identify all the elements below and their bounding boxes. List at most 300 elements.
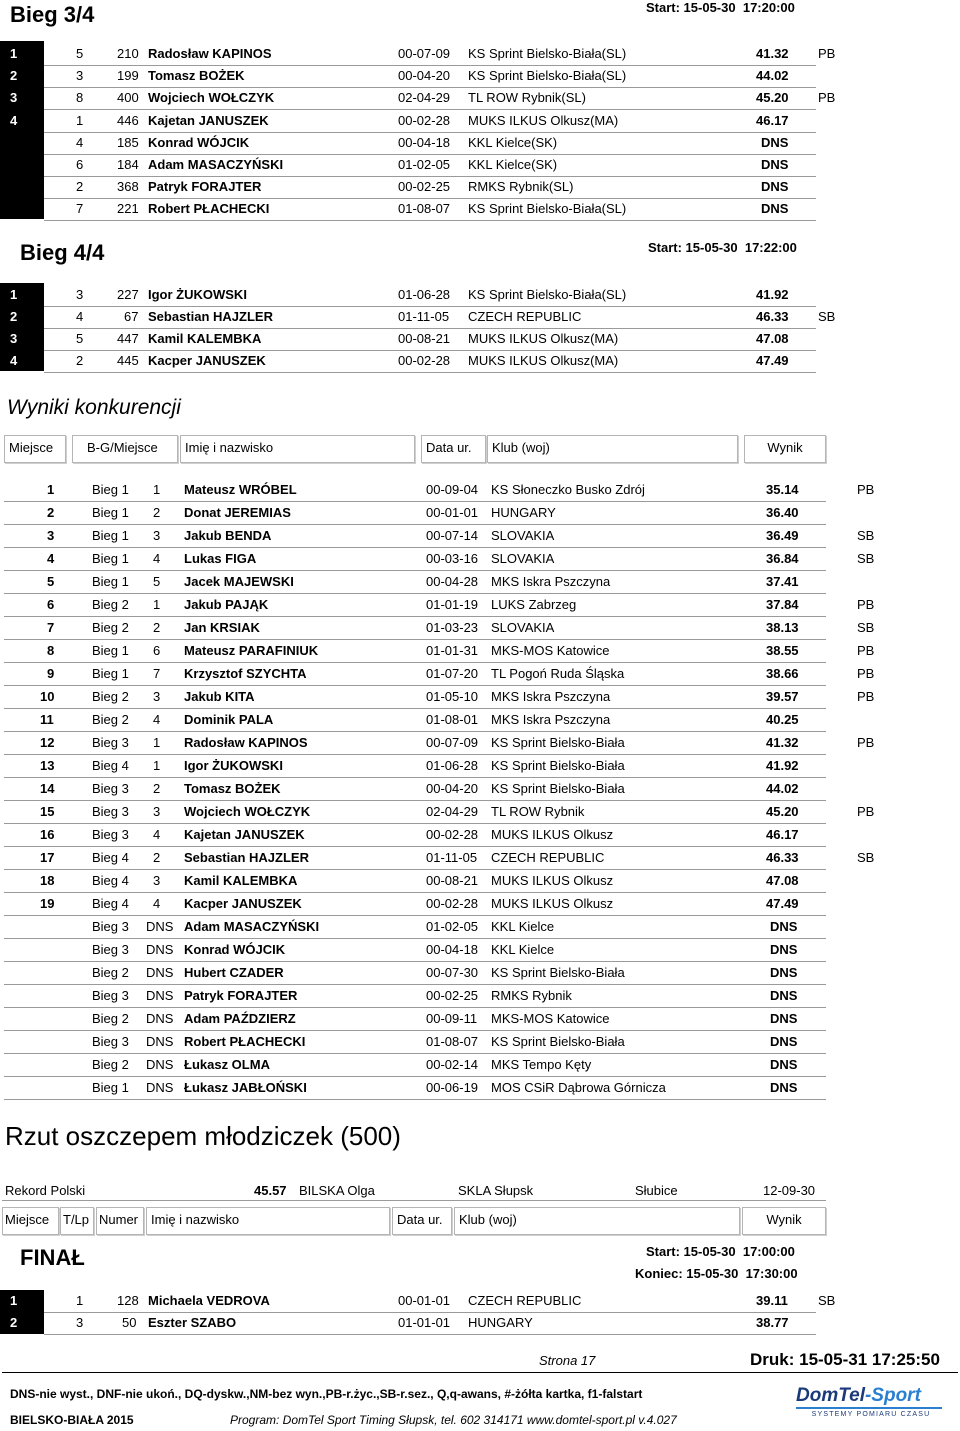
athlete-name: Kamil KALEMBKA (184, 873, 298, 888)
place: 1 (10, 46, 18, 61)
overall-place: 12 (40, 735, 55, 750)
heat4-place-column (0, 283, 44, 371)
note: PB (857, 689, 875, 704)
event-name: BIELSKO-BIAŁA 2015 (10, 1413, 134, 1427)
athlete-name: Adam PAŹDZIERZ (184, 1011, 296, 1026)
row-divider (44, 87, 816, 88)
heat: Bieg 3 (92, 942, 129, 957)
record-name: BILSKA Olga (299, 1183, 375, 1198)
row-divider (4, 892, 826, 893)
place: 1 (10, 1293, 18, 1308)
bib-number: 400 (117, 90, 139, 106)
heat: Bieg 1 (92, 1080, 129, 1095)
heat-place: 1 (153, 758, 161, 773)
heat4-start: Start: 15-05-30 17:22:00 (648, 240, 797, 255)
footer-rule (2, 1372, 958, 1373)
birth-date: 01-02-05 (426, 919, 479, 934)
athlete-name: Mateusz WRÓBEL (184, 482, 297, 497)
athlete-name: Igor ŻUKOWSKI (184, 758, 283, 773)
birth-date: 01-01-19 (426, 597, 479, 612)
club: KKL Kielce(SK) (468, 157, 558, 172)
birth-date: 01-07-20 (426, 666, 479, 681)
club: SLOVAKIA (491, 551, 555, 566)
birth-date: 00-07-14 (426, 528, 479, 543)
club: HUNGARY (491, 505, 556, 520)
athlete-name: Konrad WÓJCIK (148, 134, 250, 150)
place: 3 (10, 331, 18, 346)
heat: Bieg 4 (92, 850, 129, 865)
heat: Bieg 4 (92, 896, 129, 911)
final-end: Koniec: 15-05-30 17:30:00 (635, 1266, 798, 1281)
logo-tagline: SYSTEMY POMIARU CZASU (811, 1411, 931, 1418)
club: KS Sprint Bielsko-Biała (491, 735, 625, 750)
row-divider (44, 198, 816, 199)
header-name: Imię i nazwisko (180, 435, 415, 463)
place: 2 (10, 309, 18, 324)
note: PB (857, 643, 875, 658)
heat-place: DNS (146, 1080, 174, 1095)
result: 36.84 (766, 551, 799, 566)
row-divider (4, 846, 826, 847)
birth-date: 01-02-05 (398, 157, 451, 172)
club: MUKS ILKUS Olkusz(MA) (468, 331, 619, 346)
final-place-column (0, 1290, 44, 1334)
note: PB (857, 735, 875, 750)
club: RMKS Rybnik(SL) (468, 179, 574, 195)
athlete-name: Jakub BENDA (184, 528, 272, 543)
row-divider (4, 731, 826, 732)
heat: Bieg 2 (92, 1011, 129, 1026)
birth-date: 00-04-28 (426, 574, 479, 589)
club: KS Sprint Bielsko-Biała(SL) (468, 287, 627, 302)
club: TL Pogoń Ruda Śląska (491, 666, 625, 681)
row-divider (4, 777, 826, 778)
place: 2 (10, 1315, 18, 1330)
birth-date: 00-07-30 (426, 965, 479, 980)
birth-date: 01-03-23 (426, 620, 479, 635)
athlete-name: Radosław KAPINOS (148, 46, 272, 61)
birth-date: 01-06-28 (398, 287, 451, 302)
domtel-logo[interactable] (796, 1386, 946, 1422)
heat-place: 4 (153, 896, 161, 911)
club: MKS-MOS Katowice (491, 1011, 610, 1026)
result: 37.84 (766, 597, 799, 612)
athlete-name: Kamil KALEMBKA (148, 331, 262, 346)
club: SLOVAKIA (491, 620, 555, 635)
result: 36.40 (766, 505, 799, 520)
result: 44.02 (766, 781, 799, 796)
heat-place: 3 (153, 528, 161, 543)
birth-date: 00-07-09 (426, 735, 479, 750)
row-divider (44, 1334, 816, 1335)
jav-header-tlp: T/Lp (60, 1207, 94, 1235)
athlete-name: Adam MASACZYŃSKI (148, 157, 284, 172)
overall-title: Wyniki konkurencji (7, 396, 181, 419)
athlete-name: Kajetan JANUSZEK (184, 827, 305, 842)
result: 38.77 (756, 1315, 789, 1330)
record-result: 45.57 (254, 1183, 287, 1198)
heat-place: DNS (146, 1057, 174, 1072)
final-title: FINAŁ (20, 1245, 85, 1270)
result: 46.33 (766, 850, 799, 865)
athlete-name: Tomasz BOŻEK (148, 68, 245, 84)
bib-number: 368 (117, 179, 139, 195)
result: DNS (770, 1080, 798, 1095)
birth-date: 00-02-14 (426, 1057, 479, 1072)
athlete-name: Jakub PAJĄK (184, 597, 269, 612)
athlete-name: Krzysztof SZYCHTA (184, 666, 307, 681)
row-divider (44, 220, 816, 221)
club: CZECH REPUBLIC (491, 850, 605, 865)
bib-number: 227 (117, 287, 139, 302)
birth-date: 01-08-01 (426, 712, 479, 727)
row-divider (44, 109, 816, 110)
heat-place: DNS (146, 1011, 174, 1026)
athlete-name: Jakub KITA (184, 689, 255, 704)
lane: 1 (76, 112, 84, 128)
athlete-name: Dominik PALA (184, 712, 274, 727)
row-divider (4, 662, 826, 663)
heat: Bieg 3 (92, 827, 129, 842)
note: SB (857, 850, 875, 865)
overall-place: 3 (47, 528, 55, 543)
note: SB (818, 309, 836, 324)
result: 38.55 (766, 643, 799, 658)
club: MKS Iskra Pszczyna (491, 574, 611, 589)
overall-place: 13 (40, 758, 55, 773)
heat-place: 5 (153, 574, 161, 589)
header-club: Klub (woj) (487, 435, 738, 463)
birth-date: 00-04-18 (398, 134, 451, 150)
note: SB (857, 528, 875, 543)
heat: Bieg 2 (92, 965, 129, 980)
heat: Bieg 3 (92, 988, 129, 1003)
birth-date: 02-04-29 (426, 804, 479, 819)
record-date: 12-09-30 (763, 1183, 816, 1198)
heat-place: DNS (146, 1034, 174, 1049)
result: DNS (770, 1011, 798, 1026)
record-row (2, 1182, 826, 1201)
birth-date: 01-08-07 (426, 1034, 479, 1049)
heat: Bieg 1 (92, 482, 129, 497)
row-divider (4, 1030, 826, 1031)
birth-date: 00-09-11 (426, 1011, 478, 1026)
row-divider (4, 984, 826, 985)
program-info: Program: DomTel Sport Timing Słupsk, tel. 602 314171 www.domtel-sport.pl v.4.027 (230, 1413, 677, 1427)
athlete-name: Tomasz BOŻEK (184, 781, 281, 796)
club: KKL Kielce (491, 942, 555, 957)
heat: Bieg 2 (92, 1057, 129, 1072)
row-divider (4, 938, 826, 939)
athlete-name: Igor ŻUKOWSKI (148, 287, 247, 302)
result: 41.92 (766, 758, 799, 773)
result: 39.57 (766, 689, 799, 704)
note: SB (818, 1293, 836, 1308)
overall-place: 14 (40, 781, 55, 796)
row-divider (44, 65, 816, 66)
birth-date: 02-04-29 (398, 90, 451, 106)
row-divider (44, 328, 816, 329)
jav-header-miejsce: Miejsce (2, 1207, 59, 1235)
row-divider (4, 800, 826, 801)
athlete-name: Sebastian HAJZLER (148, 309, 273, 324)
athlete-name: Adam MASACZYŃSKI (184, 919, 320, 934)
birth-date: 00-06-19 (426, 1080, 479, 1095)
heat: Bieg 2 (92, 689, 129, 704)
overall-place: 15 (40, 804, 55, 819)
place: 2 (10, 68, 18, 84)
result: 47.08 (756, 331, 789, 346)
row-divider (4, 1053, 826, 1054)
result: 41.32 (756, 46, 789, 61)
note: SB (857, 620, 875, 635)
club: MUKS ILKUS Olkusz (491, 827, 614, 842)
row-divider (44, 372, 816, 373)
birth-date: 00-01-01 (398, 1293, 451, 1308)
heat-place: DNS (146, 942, 174, 957)
heat-place: 1 (153, 735, 161, 750)
heat-place: 2 (153, 781, 161, 796)
club: MUKS ILKUS Olkusz (491, 873, 614, 888)
club: KS Sprint Bielsko-Biała(SL) (468, 201, 627, 217)
athlete-name: Wojciech WOŁCZYK (184, 804, 311, 819)
heat: Bieg 1 (92, 528, 129, 543)
heat: Bieg 1 (92, 574, 129, 589)
overall-place: 11 (40, 712, 54, 727)
heat-place: 4 (153, 827, 161, 842)
print-timestamp: Druk: 15-05-31 17:25:50 (750, 1350, 940, 1369)
overall-place: 16 (40, 827, 55, 842)
lane: 4 (76, 134, 84, 150)
result: 47.49 (756, 353, 789, 368)
club: TL ROW Rybnik(SL) (468, 90, 586, 106)
row-divider (44, 350, 816, 351)
bib-number: 184 (117, 157, 139, 172)
birth-date: 01-01-31 (426, 643, 479, 658)
header-result: Wynik (744, 435, 826, 463)
heat: Bieg 2 (92, 620, 129, 635)
athlete-name: Kacper JANUSZEK (184, 896, 302, 911)
row-divider (4, 823, 826, 824)
bib-number: 185 (117, 134, 139, 150)
club: KS Sprint Bielsko-Biała (491, 758, 625, 773)
legend-text: DNS-nie wyst., DNF-nie ukoń., DQ-dyskw.,NM-bez wyn.,PB-r.życ.,SB-r.sez., Q,q-awans, #-żółta kartka, f1-falstart (10, 1387, 643, 1401)
result: 45.20 (766, 804, 799, 819)
birth-date: 00-02-25 (426, 988, 479, 1003)
birth-date: 00-04-18 (426, 942, 479, 957)
athlete-name: Patryk FORAJTER (184, 988, 298, 1003)
result: DNS (770, 942, 798, 957)
overall-place: 10 (40, 689, 55, 704)
row-divider (4, 708, 826, 709)
athlete-name: Kajetan JANUSZEK (148, 112, 269, 128)
club: KS Sprint Bielsko-Biała(SL) (468, 46, 627, 61)
row-divider (4, 1007, 826, 1008)
overall-place: 2 (47, 505, 55, 520)
athlete-name: Jan KRSIAK (184, 620, 260, 635)
lane: 2 (76, 353, 84, 368)
heat-place: 3 (153, 873, 161, 888)
heat-place: 3 (153, 689, 161, 704)
overall-place: 18 (40, 873, 55, 888)
heat-place: 2 (153, 505, 161, 520)
row-divider (4, 869, 826, 870)
heat-place: 6 (153, 643, 161, 658)
header-bg-miejsce: B-G/Miejsce (72, 435, 178, 463)
birth-date: 00-07-09 (398, 46, 451, 61)
bib-number: 50 (122, 1315, 137, 1330)
note: PB (818, 90, 836, 106)
lane: 4 (76, 309, 84, 324)
overall-place: 17 (40, 850, 55, 865)
result: 41.92 (756, 287, 789, 302)
birth-date: 00-04-20 (398, 68, 451, 84)
bib-number: 67 (124, 309, 139, 324)
bib-number: 210 (117, 46, 139, 61)
result: 46.17 (766, 827, 799, 842)
athlete-name: Jacek MAJEWSKI (184, 574, 294, 589)
row-divider (44, 306, 816, 307)
jav-header-numer: Numer (96, 1207, 144, 1235)
row-divider (4, 547, 826, 548)
club: MOS CSiR Dąbrowa Górnicza (491, 1080, 666, 1095)
record-label: Rekord Polski (5, 1183, 86, 1198)
bib-number: 446 (117, 112, 139, 128)
club: MKS Tempo Kęty (491, 1057, 592, 1072)
order: 3 (76, 1315, 84, 1330)
header-miejsce: Miejsce (4, 435, 66, 463)
result: DNS (761, 179, 789, 195)
note: PB (857, 666, 875, 681)
heat: Bieg 4 (92, 873, 129, 888)
place: 4 (10, 353, 18, 368)
heat-place: 7 (153, 666, 161, 681)
result: DNS (761, 201, 789, 217)
heat: Bieg 2 (92, 597, 129, 612)
athlete-name: Eszter SZABO (148, 1315, 237, 1330)
jav-header-club: Klub (woj) (454, 1207, 740, 1235)
result: 41.32 (766, 735, 799, 750)
club: HUNGARY (468, 1315, 533, 1330)
bib-number: 221 (117, 201, 139, 217)
club: KKL Kielce (491, 919, 555, 934)
athlete-name: Hubert CZADER (184, 965, 284, 980)
row-divider (4, 524, 826, 525)
club: SLOVAKIA (491, 528, 555, 543)
result: 38.13 (766, 620, 799, 635)
result: 46.33 (756, 309, 789, 324)
jav-header-result: Wynik (742, 1207, 826, 1235)
heat-place: DNS (146, 988, 174, 1003)
athlete-name: Mateusz PARAFINIUK (184, 643, 319, 658)
lane: 5 (76, 46, 84, 61)
result: 46.17 (756, 112, 789, 128)
logo-swoosh (796, 1407, 942, 1409)
birth-date: 00-09-04 (426, 482, 479, 497)
club: KS Sprint Bielsko-Biała (491, 1034, 625, 1049)
result: 39.11 (756, 1293, 788, 1308)
note: PB (857, 482, 875, 497)
athlete-name: Wojciech WOŁCZYK (148, 90, 275, 106)
club: RMKS Rybnik (491, 988, 572, 1003)
row-divider (4, 915, 826, 916)
club: KKL Kielce(SK) (468, 134, 558, 150)
place: 1 (10, 287, 18, 302)
row-divider (4, 754, 826, 755)
athlete-name: Patryk FORAJTER (148, 179, 262, 195)
birth-date: 01-05-10 (426, 689, 479, 704)
result: DNS (770, 1034, 798, 1049)
place: 3 (10, 90, 18, 106)
birth-date: 00-02-28 (398, 353, 451, 368)
club: KS Sprint Bielsko-Biała (491, 781, 625, 796)
heat-place: 2 (153, 850, 161, 865)
result: 37.41 (766, 574, 799, 589)
overall-place: 1 (47, 482, 55, 497)
row-divider (4, 639, 826, 640)
birth-date: 00-02-28 (426, 896, 479, 911)
overall-place: 19 (40, 896, 55, 911)
overall-place: 9 (47, 666, 55, 681)
heat: Bieg 3 (92, 804, 129, 819)
heat-place: 2 (153, 620, 161, 635)
birth-date: 01-06-28 (426, 758, 479, 773)
lane: 2 (76, 179, 84, 195)
club: KS Sprint Bielsko-Biała (491, 965, 625, 980)
heat3-place-column (0, 41, 44, 219)
birth-date: 00-08-21 (398, 331, 451, 346)
heat: Bieg 1 (92, 643, 129, 658)
birth-date: 00-02-28 (398, 112, 451, 128)
heat-place: 3 (153, 804, 161, 819)
heat-place: DNS (146, 919, 174, 934)
row-divider (4, 1076, 826, 1077)
club: MKS Iskra Pszczyna (491, 689, 611, 704)
row-divider (4, 501, 826, 502)
heat-place: 4 (153, 551, 161, 566)
athlete-name: Sebastian HAJZLER (184, 850, 309, 865)
lane: 7 (76, 201, 84, 217)
note: PB (818, 46, 836, 61)
result: 47.49 (766, 896, 799, 911)
overall-place: 4 (47, 551, 55, 566)
row-divider (4, 593, 826, 594)
club: MKS-MOS Katowice (491, 643, 610, 658)
logo-dash: - (864, 1385, 872, 1406)
athlete-name: Robert PŁACHECKI (184, 1034, 306, 1049)
row-divider (4, 616, 826, 617)
athlete-name: Łukasz JABŁOŃSKI (184, 1080, 307, 1095)
club: MUKS ILKUS Olkusz(MA) (468, 112, 619, 128)
row-divider (44, 132, 816, 133)
result: 36.49 (766, 528, 799, 543)
birth-date: 01-11-05 (426, 850, 478, 865)
athlete-name: Donat JEREMIAS (184, 505, 291, 520)
heat3-start: Start: 15-05-30 17:20:00 (646, 0, 795, 15)
athlete-name: Kacper JANUSZEK (148, 353, 266, 368)
heat-place: 1 (153, 597, 161, 612)
athlete-name: Konrad WÓJCIK (184, 942, 286, 957)
club: MKS Iskra Pszczyna (491, 712, 611, 727)
heat: Bieg 1 (92, 505, 129, 520)
jav-header-name: Imię i nazwisko (146, 1207, 390, 1235)
result: 47.08 (766, 873, 799, 888)
row-divider (4, 685, 826, 686)
athlete-name: Łukasz OLMA (184, 1057, 270, 1072)
athlete-name: Michaela VEDROVA (148, 1293, 270, 1308)
athlete-name: Lukas FIGA (184, 551, 257, 566)
club: KS Słoneczko Busko Zdrój (491, 482, 645, 497)
